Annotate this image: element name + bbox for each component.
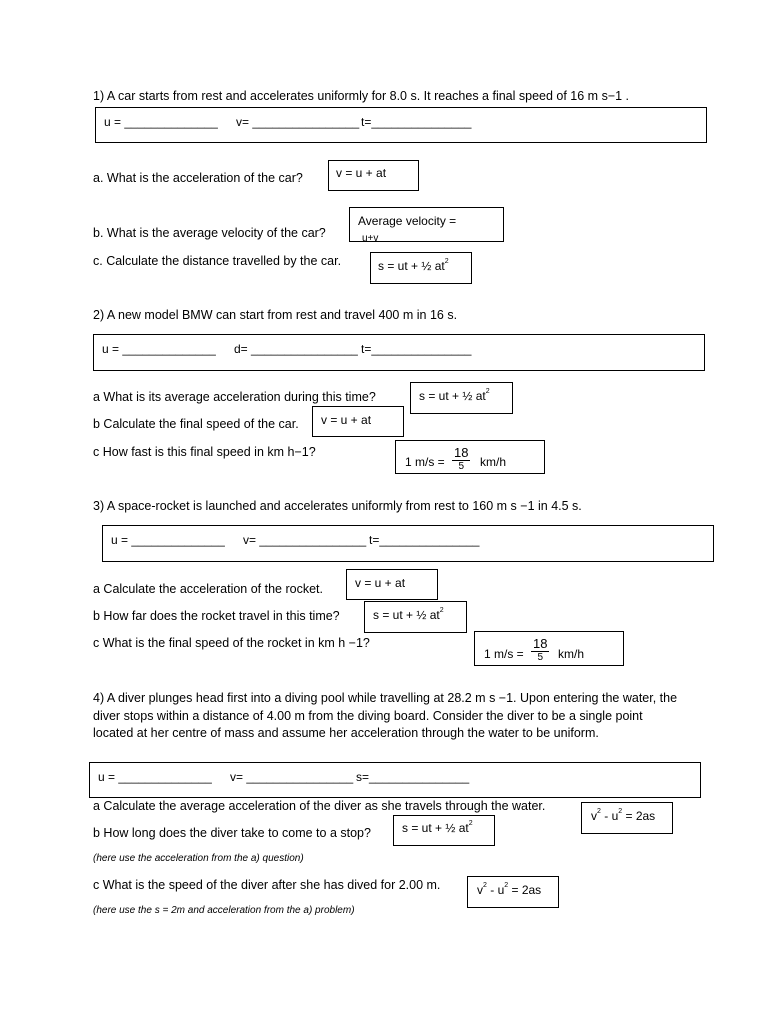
q3-given-v: v= ________________: [243, 533, 367, 547]
q3-question: 3) A space-rocket is launched and accelerates uniformly from rest to 160 m s −1 in 4.5 s.: [93, 499, 582, 513]
q1-question: 1) A car starts from rest and accelerates uniformly for 8.0 s. It reaches a final speed of 16 m s−1 .: [93, 89, 630, 103]
q2-a-formula-box: [410, 382, 513, 414]
q3-c-formula-left: 1 m/s =: [484, 647, 524, 661]
q4-c-formula-box: [467, 876, 559, 908]
q1-part-c: c. Calculate the distance travelled by the car.: [93, 254, 342, 268]
q2-part-a: a What is its average acceleration during this time?: [93, 390, 376, 404]
q2-question: 2) A new model BMW can start from rest and travel 400 m in 16 s.: [93, 308, 458, 322]
q2-a-formula: s = ut + ½ $at^2$: [419, 388, 490, 403]
q3-c-formula-box: [474, 631, 624, 666]
q4-givens-box[interactable]: [89, 762, 701, 798]
q4-b-formula: s = ut + ½ $at^2$: [402, 820, 473, 835]
q3-part-b: b How far does the rocket travel in this time?: [93, 609, 340, 623]
q2-c-formula-right: km/h: [480, 455, 507, 469]
q3-givens-box[interactable]: [102, 525, 714, 562]
q2-part-c: c How fast is this final speed in km h−1?: [93, 445, 316, 459]
q3-a-formula-box: [346, 569, 438, 600]
q4-a-formula: $v^2 - u^2 = 2as$: [591, 808, 656, 823]
q1-givens-box[interactable]: [95, 107, 707, 143]
q1-c-formula: s = ut + ½ $at^2$: [378, 258, 449, 273]
q4-part-a: a Calculate the average acceleration of the diver as she travels through the water.: [93, 799, 546, 813]
q1-part-b: b. What is the average velocity of the car?: [93, 226, 326, 240]
q3-c-fraction: 18 5: [533, 636, 548, 663]
q4-question: 4) A diver plunges head first into a diving pool while travelling at 28.2 m s −1. Upon entering the water, the diver stops within a distance of 4.00 m from the diving board. Consider the diver to be a single point located at her centre of mass and assume her acceleration through the water to be uniform.: [93, 691, 678, 740]
q2-c-formula-left: 1 m/s =: [405, 455, 445, 469]
q1-given-v: v= ________________: [236, 115, 360, 129]
q4-c-formula: $v^2 - u^2 = 2as$: [477, 882, 542, 897]
q2-b-formula: v = u + at: [321, 413, 372, 427]
q1-b-formula-box: [349, 207, 504, 242]
q4-given-s: s=_______________: [356, 770, 470, 784]
q2-given-d: d= ________________: [234, 342, 358, 356]
q1-b-formula: Average velocity =: [358, 214, 457, 228]
q2-given-u: u = ______________: [102, 342, 216, 356]
q1-given-u: u = ______________: [104, 115, 218, 129]
q4-part-c: c What is the speed of the diver after she has dived for 2.00 m.: [93, 878, 441, 892]
q3-given-t: t=_______________: [369, 533, 480, 547]
q4-b-note: (here use the acceleration from the a) question): [93, 853, 304, 864]
q3-c-formula-right: km/h: [558, 647, 585, 661]
q2-b-formula-box: [312, 406, 404, 437]
q4-given-v: v= ________________: [230, 770, 354, 784]
q1-c-formula-box: [370, 252, 472, 284]
q1-a-formula-box: [328, 160, 419, 191]
q3-part-c: c What is the final speed of the rocket in km h −1?: [93, 636, 370, 650]
q3-part-a: a Calculate the acceleration of the rocket.: [93, 582, 323, 596]
q2-c-formula-box: [395, 440, 545, 474]
q2-part-b: b Calculate the final speed of the car.: [93, 417, 299, 431]
q1-a-formula: v = u + at: [336, 166, 387, 180]
q1-part-a: a. What is the acceleration of the car?: [93, 171, 303, 185]
q1-b-formula-cut: u+v: [362, 233, 379, 244]
q4-a-formula-box: [581, 802, 673, 834]
q2-given-t: t=_______________: [361, 342, 472, 356]
q4-part-b: b How long does the diver take to come to a stop?: [93, 826, 371, 840]
q4-b-formula-box: [393, 815, 495, 846]
q3-b-formula-box: [364, 601, 467, 633]
q4-given-u: u = ______________: [98, 770, 212, 784]
q1-given-t: t=_______________: [361, 115, 472, 129]
q3-a-formula: v = u + at: [355, 576, 406, 590]
q3-given-u: u = ______________: [111, 533, 225, 547]
q4-c-note: (here use the s = 2m and acceleration from the a) problem): [93, 905, 355, 916]
q3-b-formula: s = ut + ½ $at^2$: [373, 607, 444, 622]
q2-c-fraction: 18 5: [454, 445, 469, 472]
q2-givens-box[interactable]: [93, 334, 705, 371]
